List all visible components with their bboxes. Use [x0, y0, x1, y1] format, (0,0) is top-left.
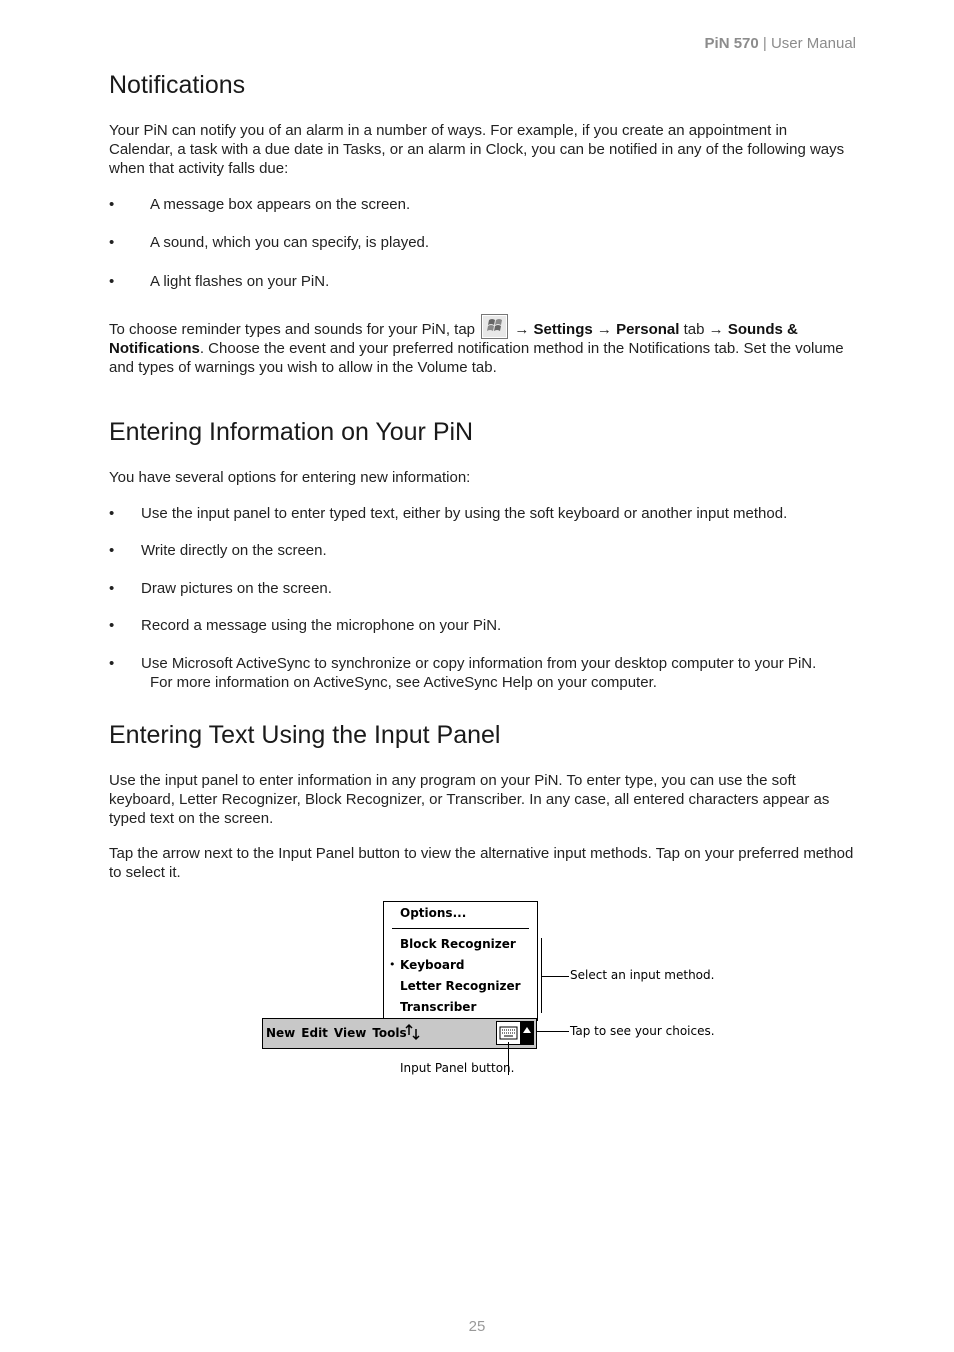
sounds-label: Sounds &	[727, 321, 798, 338]
menu-view[interactable]: View	[333, 1026, 367, 1040]
menu-new[interactable]: New	[266, 1026, 296, 1040]
callout-tap-choices: Tap to see your choices.	[570, 1024, 715, 1038]
entering-info-intro: You have several options for entering new information:	[109, 469, 471, 486]
keyboard-icon	[497, 1022, 520, 1044]
menu-item-keyboard[interactable]: Keyboard	[400, 958, 465, 972]
bullet-dot: •	[109, 617, 115, 634]
bullet-dot: •	[109, 542, 115, 559]
sort-arrows-icon[interactable]	[405, 1023, 421, 1041]
bullet-dot: •	[109, 655, 115, 672]
windows-start-icon	[481, 314, 508, 339]
menu-bar	[262, 1018, 537, 1049]
input-panel-para2: Tap the arrow next to the Input Panel button to view the alternative input methods. Tap on your preferred method to select it.	[109, 845, 854, 881]
heading-input-panel: Entering Text Using the Input Panel	[109, 721, 501, 749]
callout-line	[537, 1031, 569, 1032]
bullet-dot: •	[109, 234, 115, 251]
bullet-text: Use Microsoft ActiveSync to synchronize or copy information from your desktop computer to your PiN.	[141, 655, 817, 672]
menu-edit[interactable]: Edit	[301, 1026, 328, 1040]
volume-label: Volume	[417, 359, 468, 376]
page-number: 25	[468, 1318, 486, 1335]
selected-bullet-icon: •	[389, 958, 396, 971]
howto-lead: To choose reminder types and sounds for your PiN, tap	[109, 321, 476, 338]
arrow-icon: →	[514, 321, 530, 338]
menu-bar-items	[266, 1026, 413, 1040]
bullet-continuation: For more information on ActiveSync, see ActiveSync Help on your computer.	[150, 674, 657, 691]
arrow-icon: →	[708, 321, 724, 338]
callout-line	[541, 976, 569, 977]
triangle-up-icon	[520, 1021, 534, 1045]
bullet-text: Use the input panel to enter typed text, either by using the soft keyboard or another input method.	[141, 505, 788, 522]
bullet-dot: •	[109, 580, 115, 597]
arrow-icon: →	[596, 321, 612, 338]
menu-item-block-recognizer[interactable]: Block Recognizer	[400, 937, 516, 951]
header-separator: |	[758, 35, 771, 52]
bullet-text: Write directly on the screen.	[141, 542, 327, 559]
header-doc: User Manual	[770, 35, 856, 52]
personal-label: Personal	[616, 321, 680, 338]
bullet-text: A message box appears on the screen.	[150, 196, 411, 213]
bullet-text: Draw pictures on the screen.	[141, 580, 332, 597]
notifications-label: Notifications	[109, 340, 200, 357]
tab-word: tab	[683, 321, 705, 338]
bullet-dot: •	[109, 505, 115, 522]
callout-select-method: Select an input method.	[570, 968, 715, 982]
howto-rest3: tab.	[471, 359, 497, 376]
settings-label: Settings	[533, 321, 593, 338]
running-header	[705, 35, 856, 52]
header-product: PiN 570	[704, 35, 759, 52]
bullet-dot: •	[109, 196, 115, 213]
menu-item-letter-recognizer[interactable]: Letter Recognizer	[400, 979, 521, 993]
howto-rest1: . Choose the event and your preferred notification method in the	[199, 340, 625, 357]
heading-notifications: Notifications	[109, 71, 246, 99]
howto-rest2: tab. Set the volume and types of warnings you wish to allow in the	[109, 340, 844, 376]
bullet-text: A sound, which you can specify, is played.	[150, 234, 430, 251]
bullet-dot: •	[109, 273, 115, 290]
input-panel-figure	[262, 901, 722, 1081]
heading-entering-information: Entering Information on Your PiN	[109, 418, 474, 446]
input-method-arrow-button[interactable]	[520, 1021, 534, 1045]
menu-tools[interactable]: Tools	[372, 1026, 407, 1040]
menu-item-transcriber[interactable]: Transcriber	[400, 1000, 477, 1014]
notifications-intro: Your PiN can notify you of an alarm in a number of ways. For example, if you create an appointment in Calendar, a task with a due date in Tasks, or an alarm in Clock, you can be notified in any of the following ways when that activity falls due:	[109, 122, 845, 177]
callout-input-panel-button: Input Panel button.	[400, 1061, 515, 1075]
input-method-menu	[383, 901, 538, 1021]
notifications-howto	[109, 314, 854, 377]
notifications-tab-label: Notifications	[628, 340, 711, 357]
menu-options-item[interactable]: Options...	[400, 906, 467, 920]
bullet-text: Record a message using the microphone on your PiN.	[141, 617, 502, 634]
menu-separator	[392, 928, 529, 929]
input-panel-para1: Use the input panel to enter information in any program on your PiN. To enter type, you can use the soft keyboard, Letter Recognizer, Block Recognizer, or Transcriber. In any case, all entered characters appear as typed text on the screen.	[109, 772, 830, 827]
bullet-text: A light flashes on your PiN.	[150, 273, 330, 290]
